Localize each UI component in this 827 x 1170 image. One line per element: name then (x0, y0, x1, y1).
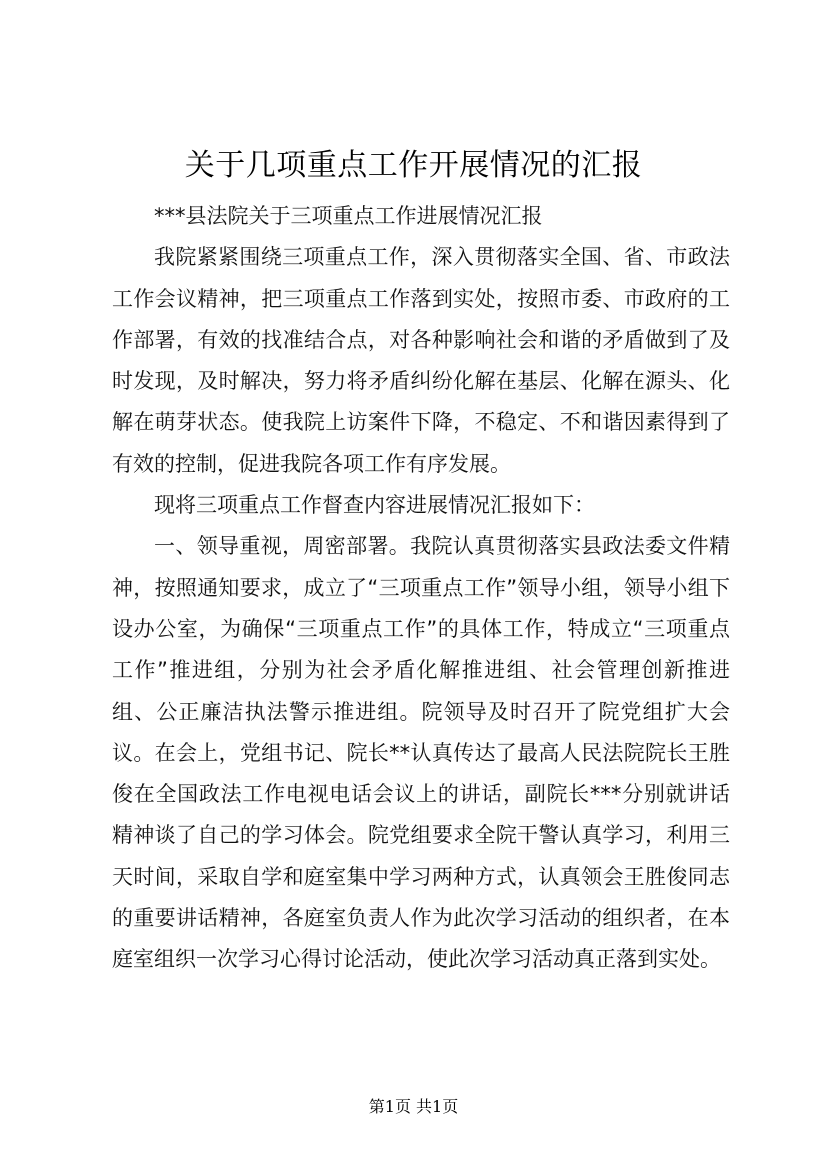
paragraph-subtitle: ***县法院关于三项重点工作进展情况汇报 (154, 204, 543, 228)
paragraph-intro: 我院紧紧围绕三项重点工作，深入贯彻落实全国、省、市政法工作会议精神，把三项重点工作落到实处，按照市委、市政府的工作部署，有效的找准结合点，对各种影响社会和谐的矛盾做到了及时发现，及时解决，努力将矛盾纠纷化解在基层、化解在源头、化解在萌芽状态。使我院上访案件下降，不稳定、不和谐因素得到了有效的控制，促进我院各项工作有序发展。 (112, 245, 730, 476)
document-title: 关于几项重点工作开展情况的汇报 (184, 148, 643, 183)
page-footer: 第1页 共1页 (368, 1097, 459, 1116)
paragraph-report-lead: 现将三项重点工作督查内容进展情况汇报如下： (154, 493, 595, 518)
paragraph-section-one: 一、领导重视，周密部署。我院认真贯彻落实县政法委文件精神，按照通知要求，成立了“三项重点工作”领导小组，领导小组下设办公室，为确保“三项重点工作”的具体工作，特成立“三项重点工作”推进组，分别为社会矛盾化解推进组、社会管理创新推进组、公正廉洁执法警示推进组。院领导及时召开了院党组扩大会议。在会上，党组书记、院长**认真传达了最高人民法院院长王胜俊在全国政法工作电视电话会议上的讲话，副院长***分别就讲话精神谈了自己的学习体会。院党组要求全院干警认真学习，利用三天时间，采取自学和庭室集中学习两种方式，认真领会王胜俊同志的重要讲话精神，各庭室负责人作为此次学习活动的组织者，在本庭室组织一次学习心得讨论活动，使此次学习活动真正落到实处。 (112, 534, 730, 972)
document-body (112, 196, 730, 981)
